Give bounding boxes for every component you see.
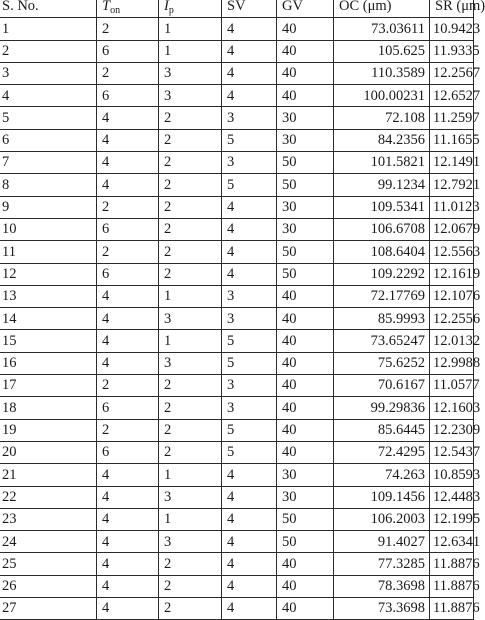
header-oc: OC (μm) (334, 0, 430, 18)
cell-sv: 5 (222, 419, 277, 441)
cell-sno: 21 (0, 464, 97, 486)
cell-ip: 1 (159, 464, 222, 486)
cell-ton: 4 (97, 531, 159, 553)
cell-sr: 11.1655 (430, 129, 474, 151)
cell-sno: 8 (0, 174, 97, 196)
table-row (0, 107, 474, 129)
cell-sv: 4 (222, 575, 277, 597)
cell-sno: 5 (0, 107, 97, 129)
cell-ip: 2 (159, 196, 222, 218)
cell-gv: 30 (277, 218, 334, 240)
cell-ton: 2 (97, 62, 159, 84)
table-row (0, 575, 474, 597)
cell-gv: 40 (277, 40, 334, 62)
cell-sr: 11.0123 (430, 196, 474, 218)
cell-sv: 4 (222, 241, 277, 263)
table-row (0, 508, 474, 530)
cell-sv: 4 (222, 196, 277, 218)
table-body (0, 18, 481, 620)
cell-ton: 4 (97, 575, 159, 597)
cell-ip: 3 (159, 352, 222, 374)
cell-oc: 101.5821 (334, 152, 430, 174)
cell-gv: 40 (277, 330, 334, 352)
cell-ton: 4 (97, 129, 159, 151)
cell-ton: 2 (97, 375, 159, 397)
cell-sv: 4 (222, 40, 277, 62)
cell-sr: 12.6341 (430, 531, 474, 553)
cell-sr: 12.2567 (430, 62, 474, 84)
cell-oc: 74.263 (334, 464, 430, 486)
cell-sr: 11.9335 (430, 40, 474, 62)
cell-ip: 2 (159, 152, 222, 174)
cell-gv: 50 (277, 508, 334, 530)
cell-sv: 4 (222, 263, 277, 285)
header-ton (97, 0, 159, 18)
cell-sno: 26 (0, 575, 97, 597)
cell-sr: 12.6527 (430, 85, 474, 107)
cell-gv: 50 (277, 241, 334, 263)
cell-sv: 4 (222, 18, 277, 40)
cell-sv: 5 (222, 129, 277, 151)
cell-ton: 4 (97, 508, 159, 530)
cell-oc: 73.65247 (334, 330, 430, 352)
cell-sv: 4 (222, 531, 277, 553)
cell-sno: 14 (0, 308, 97, 330)
cell-ip: 2 (159, 553, 222, 575)
cell-ip: 2 (159, 241, 222, 263)
cell-oc: 110.3589 (334, 62, 430, 84)
cell-oc: 84.2356 (334, 129, 430, 151)
cell-sno: 19 (0, 419, 97, 441)
cell-oc: 106.2003 (334, 508, 430, 530)
cell-sr: 12.1491 (430, 152, 474, 174)
cell-sno: 7 (0, 152, 97, 174)
cell-sv: 4 (222, 598, 277, 620)
header-ton-subscript: on (110, 5, 121, 17)
cell-ton: 4 (97, 152, 159, 174)
cell-ton: 6 (97, 441, 159, 463)
header-gv: GV (277, 0, 334, 18)
cell-ip: 3 (159, 85, 222, 107)
cell-sv: 4 (222, 553, 277, 575)
cell-sno: 13 (0, 285, 97, 307)
cell-ip: 2 (159, 575, 222, 597)
cell-oc: 109.1456 (334, 486, 430, 508)
header-row (0, 0, 474, 18)
table-row (0, 375, 474, 397)
cell-ton: 6 (97, 85, 159, 107)
cell-sr: 12.7921 (430, 174, 474, 196)
cell-sv: 3 (222, 308, 277, 330)
cell-sr: 12.2556 (430, 308, 474, 330)
cell-oc: 73.3698 (334, 598, 430, 620)
cell-ton: 4 (97, 107, 159, 129)
cell-sr: 12.4483 (430, 486, 474, 508)
cell-sr: 12.5437 (430, 441, 474, 463)
cell-sr: 12.1619 (430, 263, 474, 285)
cell-sr: 11.2597 (430, 107, 474, 129)
cell-oc: 85.6445 (334, 419, 430, 441)
cell-gv: 30 (277, 196, 334, 218)
cell-sno: 10 (0, 218, 97, 240)
cell-sno: 17 (0, 375, 97, 397)
cell-ton: 2 (97, 18, 159, 40)
cell-gv: 40 (277, 397, 334, 419)
cell-sv: 4 (222, 85, 277, 107)
cell-ip: 2 (159, 375, 222, 397)
cell-oc: 72.4295 (334, 441, 430, 463)
cell-gv: 40 (277, 375, 334, 397)
cell-gv: 50 (277, 263, 334, 285)
cell-ton: 4 (97, 285, 159, 307)
cell-sv: 5 (222, 352, 277, 374)
table-row (0, 218, 474, 240)
header-sr: SR (μm) (430, 0, 474, 18)
cell-oc: 105.625 (334, 40, 430, 62)
cell-sno: 16 (0, 352, 97, 374)
cell-sr: 12.1076 (430, 285, 474, 307)
cell-sr: 12.2309 (430, 419, 474, 441)
table-row (0, 85, 474, 107)
cell-ip: 3 (159, 486, 222, 508)
cell-sr: 12.0132 (430, 330, 474, 352)
cell-gv: 30 (277, 486, 334, 508)
table-row (0, 464, 474, 486)
cell-sr: 11.0577 (430, 375, 474, 397)
cell-sv: 3 (222, 375, 277, 397)
cell-ton: 4 (97, 464, 159, 486)
cell-ip: 1 (159, 330, 222, 352)
cell-gv: 40 (277, 441, 334, 463)
header-ip-symbol: I (164, 0, 169, 15)
cell-sr: 12.1995 (430, 508, 474, 530)
cell-sno: 23 (0, 508, 97, 530)
table-row (0, 285, 474, 307)
table-row (0, 419, 474, 441)
cell-oc: 77.3285 (334, 553, 430, 575)
cell-ip: 2 (159, 218, 222, 240)
cell-sno: 22 (0, 486, 97, 508)
cell-sno: 6 (0, 129, 97, 151)
table-row (0, 397, 474, 419)
cell-gv: 50 (277, 174, 334, 196)
table-row (0, 263, 474, 285)
cell-oc: 106.6708 (334, 218, 430, 240)
cell-gv: 40 (277, 575, 334, 597)
cell-ip: 1 (159, 18, 222, 40)
table-row (0, 441, 474, 463)
cell-gv: 40 (277, 598, 334, 620)
cell-ton: 4 (97, 308, 159, 330)
table-row (0, 531, 474, 553)
cell-ton: 2 (97, 419, 159, 441)
cell-ton: 4 (97, 486, 159, 508)
cell-sno: 11 (0, 241, 97, 263)
table-row (0, 196, 474, 218)
table-row (0, 40, 474, 62)
table-row (0, 486, 474, 508)
cell-ip: 2 (159, 419, 222, 441)
cell-ip: 2 (159, 174, 222, 196)
table-row (0, 308, 474, 330)
cell-sno: 4 (0, 85, 97, 107)
cell-oc: 91.4027 (334, 531, 430, 553)
cell-ton: 4 (97, 553, 159, 575)
cell-ip: 2 (159, 397, 222, 419)
cell-sr: 11.8876 (430, 553, 474, 575)
cell-sr: 12.1603 (430, 397, 474, 419)
cell-sv: 4 (222, 218, 277, 240)
cell-sno: 2 (0, 40, 97, 62)
header-sv: SV (222, 0, 277, 18)
cell-gv: 40 (277, 18, 334, 40)
cell-sv: 4 (222, 62, 277, 84)
cell-ip: 3 (159, 531, 222, 553)
cell-sv: 5 (222, 441, 277, 463)
cell-sno: 20 (0, 441, 97, 463)
cell-gv: 30 (277, 464, 334, 486)
table-row (0, 129, 474, 151)
cell-ip: 2 (159, 441, 222, 463)
cell-gv: 30 (277, 129, 334, 151)
cell-sno: 24 (0, 531, 97, 553)
cell-ip: 3 (159, 62, 222, 84)
header-ip (159, 0, 222, 18)
cell-sr: 10.8593 (430, 464, 474, 486)
cell-sno: 12 (0, 263, 97, 285)
cell-ton: 6 (97, 263, 159, 285)
table-row (0, 62, 474, 84)
cell-sno: 27 (0, 598, 97, 620)
cell-sr: 12.9988 (430, 352, 474, 374)
cell-sv: 3 (222, 152, 277, 174)
table-row (0, 553, 474, 575)
cell-sno: 9 (0, 196, 97, 218)
cell-gv: 30 (277, 107, 334, 129)
cell-sr: 12.0679 (430, 218, 474, 240)
cell-oc: 109.5341 (334, 196, 430, 218)
cell-sv: 3 (222, 397, 277, 419)
cell-ip: 1 (159, 508, 222, 530)
cell-oc: 72.108 (334, 107, 430, 129)
cell-ip: 1 (159, 285, 222, 307)
cell-sv: 5 (222, 174, 277, 196)
cell-oc: 109.2292 (334, 263, 430, 285)
cell-sv: 3 (222, 285, 277, 307)
cell-gv: 50 (277, 531, 334, 553)
cell-sv: 4 (222, 486, 277, 508)
cell-ton: 4 (97, 330, 159, 352)
cell-sr: 10.9423 (430, 18, 474, 40)
cell-gv: 40 (277, 62, 334, 84)
cell-oc: 73.03611 (334, 18, 430, 40)
cell-gv: 50 (277, 152, 334, 174)
table-row (0, 352, 474, 374)
cell-oc: 100.00231 (334, 85, 430, 107)
table-row (0, 241, 474, 263)
cell-sr: 11.8876 (430, 575, 474, 597)
cell-gv: 40 (277, 308, 334, 330)
header-ton-symbol: T (102, 0, 111, 15)
table-row (0, 174, 474, 196)
header-ip-subscript: p (168, 5, 174, 17)
cell-ip: 3 (159, 308, 222, 330)
cell-sv: 4 (222, 508, 277, 530)
cell-ton: 2 (97, 196, 159, 218)
cell-ton: 4 (97, 352, 159, 374)
cell-gv: 40 (277, 419, 334, 441)
cell-oc: 85.9993 (334, 308, 430, 330)
cell-ton: 6 (97, 218, 159, 240)
cell-sv: 3 (222, 107, 277, 129)
cell-sr: 11.8876 (430, 598, 474, 620)
cell-ton: 4 (97, 598, 159, 620)
cell-sv: 4 (222, 464, 277, 486)
cell-sno: 3 (0, 62, 97, 84)
cell-sv: 5 (222, 330, 277, 352)
cell-oc: 78.3698 (334, 575, 430, 597)
cell-ton: 6 (97, 40, 159, 62)
cell-ip: 1 (159, 40, 222, 62)
cell-gv: 40 (277, 352, 334, 374)
cell-ton: 6 (97, 397, 159, 419)
cell-gv: 40 (277, 285, 334, 307)
cell-oc: 75.6252 (334, 352, 430, 374)
cell-sno: 15 (0, 330, 97, 352)
cell-oc: 99.1234 (334, 174, 430, 196)
cell-oc: 108.6404 (334, 241, 430, 263)
cell-ton: 4 (97, 174, 159, 196)
table-row (0, 18, 474, 40)
cell-sno: 25 (0, 553, 97, 575)
cell-sno: 18 (0, 397, 97, 419)
cell-gv: 40 (277, 85, 334, 107)
table-row (0, 152, 474, 174)
cell-gv: 40 (277, 553, 334, 575)
cell-ip: 2 (159, 107, 222, 129)
table-row (0, 330, 474, 352)
cell-ton: 2 (97, 241, 159, 263)
cell-ip: 2 (159, 129, 222, 151)
header-sno: S. No. (0, 0, 97, 18)
table-row (0, 598, 474, 620)
cell-ip: 2 (159, 263, 222, 285)
cell-ip: 2 (159, 598, 222, 620)
cell-sr: 12.5563 (430, 241, 474, 263)
cell-oc: 99.29836 (334, 397, 430, 419)
cell-oc: 72.17769 (334, 285, 430, 307)
cell-sno: 1 (0, 18, 97, 40)
cell-oc: 70.6167 (334, 375, 430, 397)
